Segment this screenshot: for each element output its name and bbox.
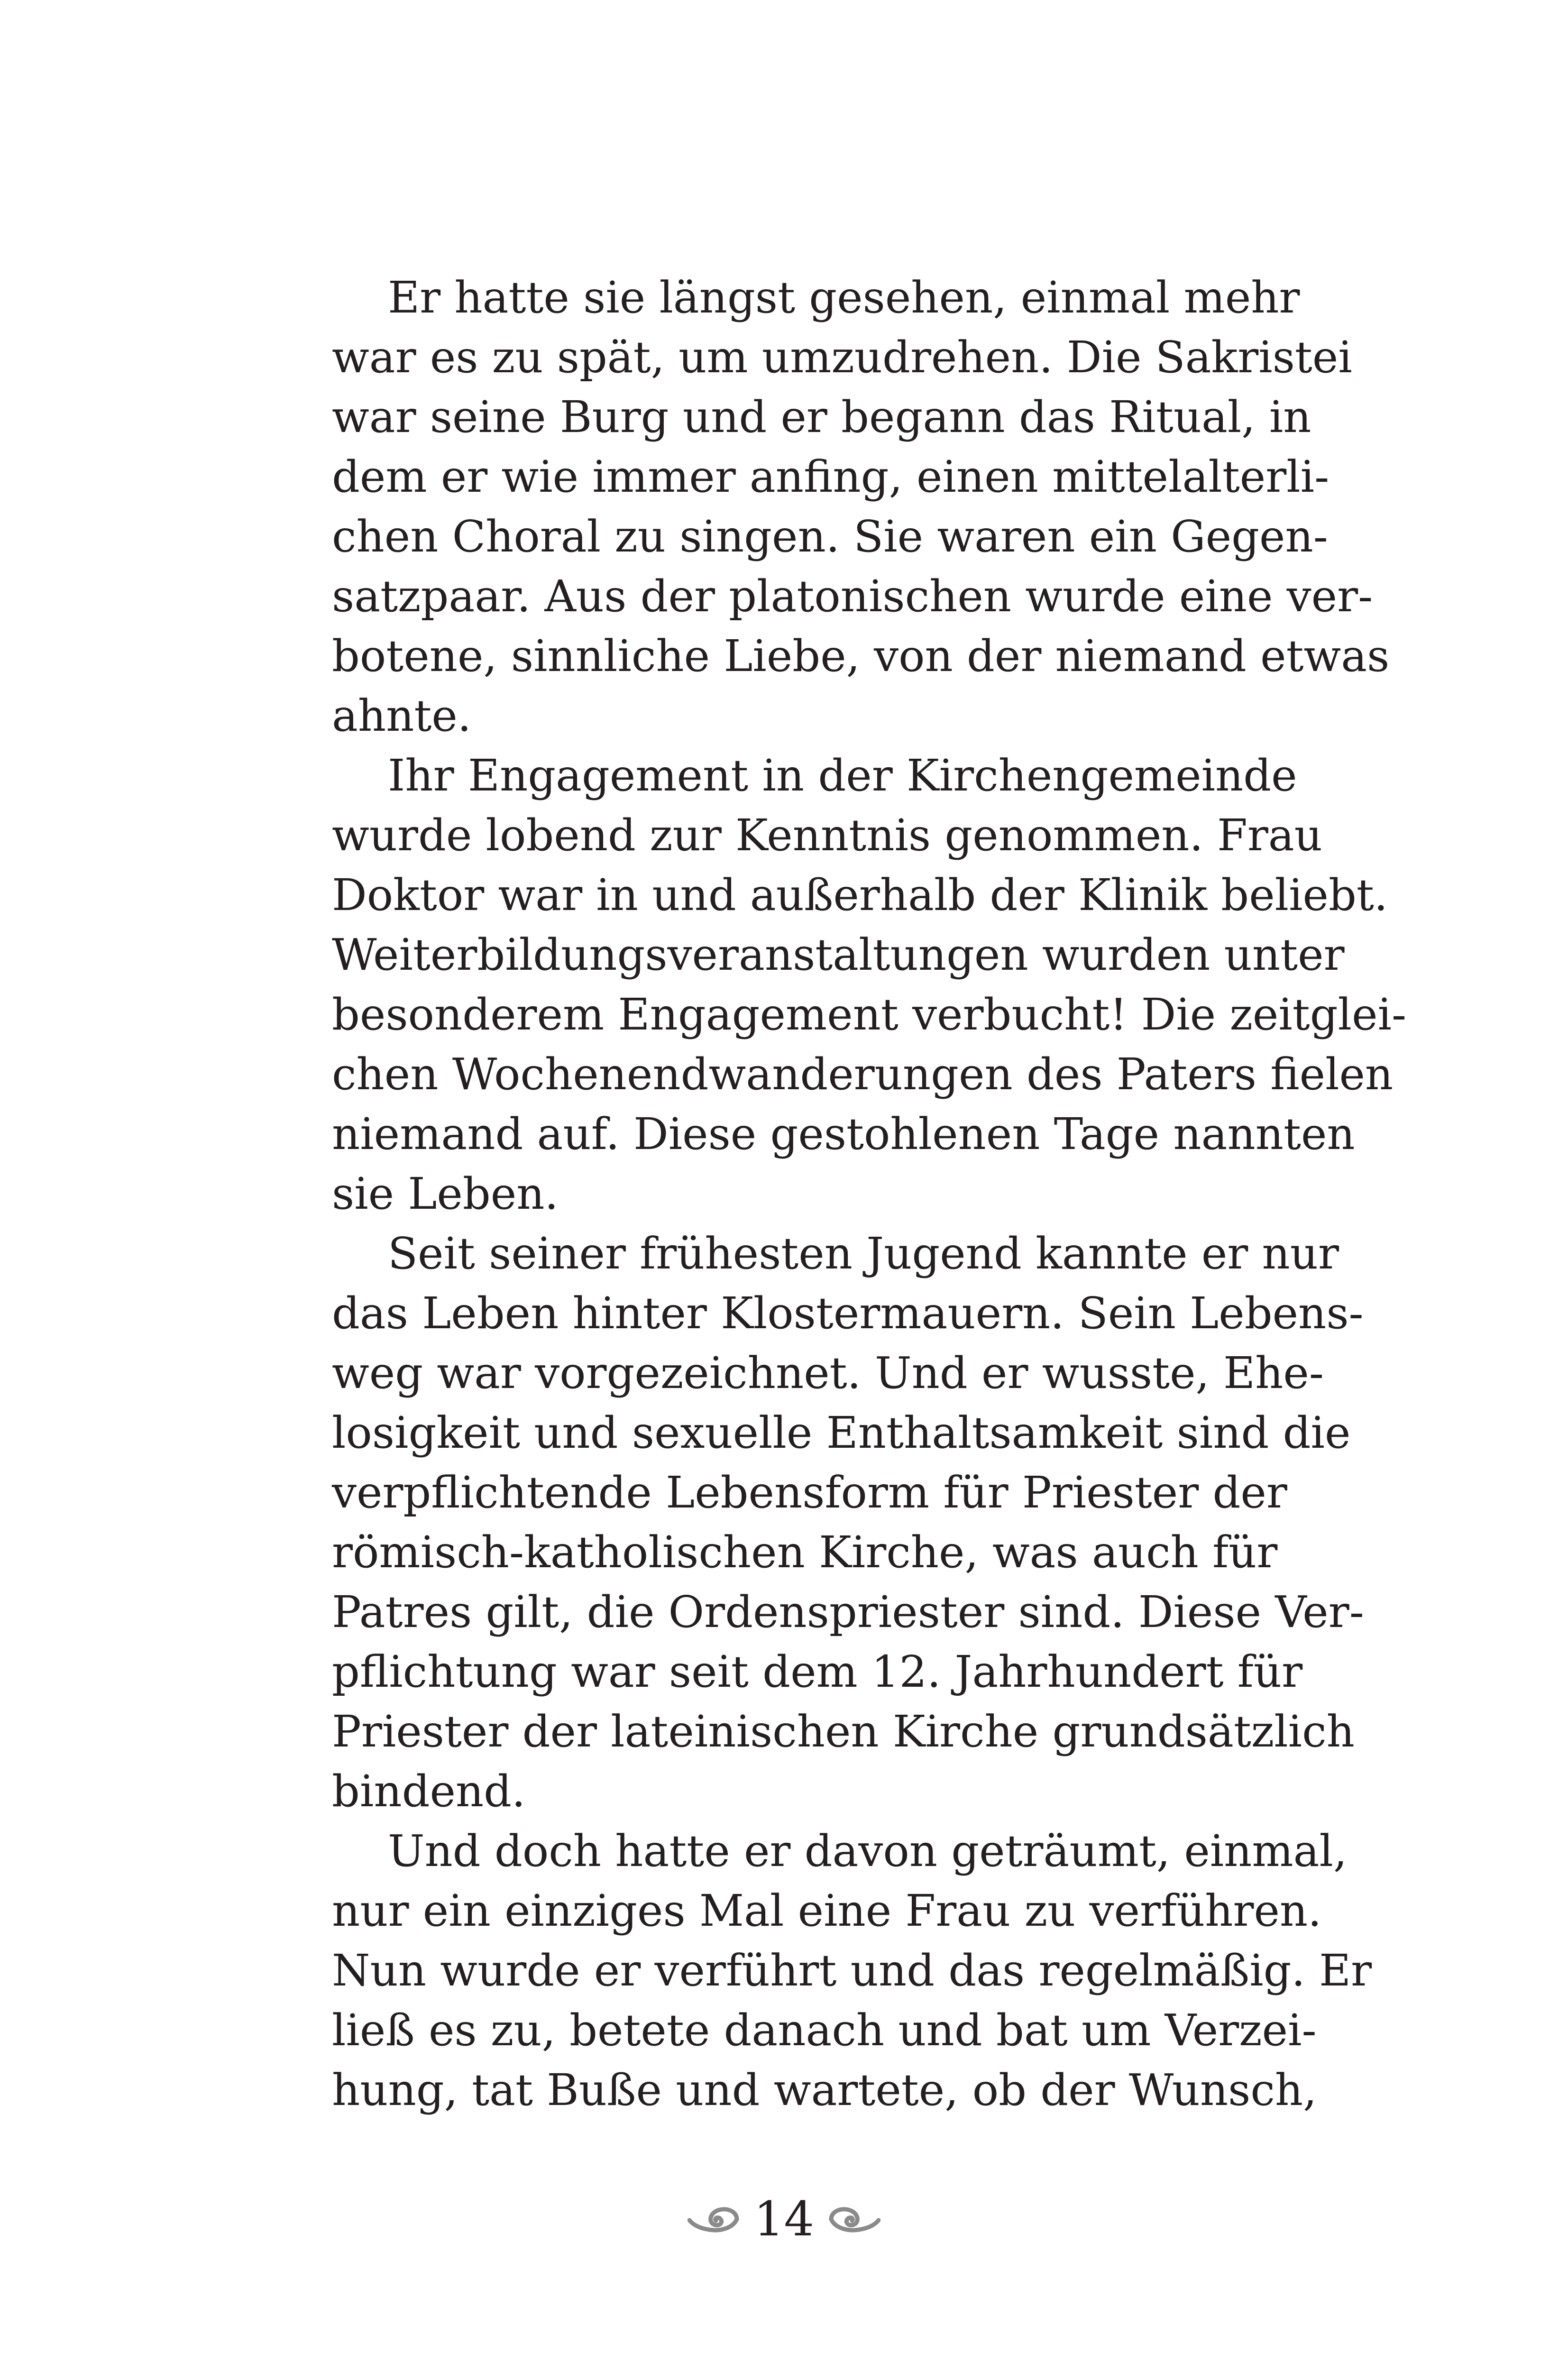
text-line: Seit seiner frühesten Jugend kannte er nur [388, 1228, 1339, 1279]
text-line: bindend. [332, 1766, 526, 1817]
text-line: Nun wurde er verführt und das regelmäßig. Er [332, 1945, 1372, 1996]
text-line: war es zu spät, um umzudrehen. Die Sakristei [332, 332, 1352, 383]
paragraph [332, 268, 1390, 746]
paragraph [332, 1821, 1372, 2120]
paragraph [332, 1224, 1364, 1821]
text-line: wurde lobend zur Kenntnis genommen. Frau [332, 810, 1322, 861]
page-footer [0, 2191, 1568, 2248]
text-line: weg war vorgezeichnet. Und er wusste, Ehe- [332, 1348, 1324, 1398]
text-line: war seine Burg und er begann das Ritual, in [332, 392, 1311, 442]
text-line: sie Leben. [332, 1168, 559, 1219]
paragraph [332, 746, 1407, 1224]
text-line: chen Choral zu singen. Sie waren ein Gegen- [332, 511, 1328, 562]
text-line: verpflichtende Lebensform für Priester der [332, 1467, 1287, 1518]
text-line: botene, sinnliche Liebe, von der niemand etwas [332, 631, 1390, 681]
text-line: römisch-katholischen Kirche, was auch für [332, 1527, 1278, 1578]
text-line: pflichtung war seit dem 12. Jahrhundert für [332, 1646, 1303, 1697]
text-line: hung, tat Buße und wartete, ob der Wunsch, [332, 2065, 1317, 2115]
text-line: Und doch hatte er davon geträumt, einmal, [388, 1826, 1348, 1876]
text-line: dem er wie immer anfing, einen mittelalterli- [332, 451, 1330, 502]
text-line: niemand auf. Diese gestohlenen Tage nannten [332, 1109, 1355, 1159]
body-text [332, 268, 1407, 2120]
text-line: Ihr Engagement in der Kirchengemeinde [388, 750, 1297, 801]
text-line: nur ein einziges Mal eine Frau zu verführen. [332, 1885, 1322, 1936]
text-line: Patres gilt, die Ordenspriester sind. Diese Ver- [332, 1587, 1364, 1637]
text-line: ließ es zu, betete danach und bat um Verzei- [332, 2005, 1317, 2056]
text-line: das Leben hinter Klostermauern. Sein Lebens- [332, 1288, 1364, 1339]
swirl-right-icon [828, 2204, 880, 2234]
text-line: Priester der lateinischen Kirche grundsätzlich [332, 1706, 1355, 1757]
text-line: satzpaar. Aus der platonischen wurde eine ver- [332, 571, 1373, 622]
text-line: Er hatte sie längst gesehen, einmal mehr [388, 272, 1300, 323]
text-line: chen Wochenendwanderungen des Paters fielen [332, 1049, 1394, 1100]
text-line: Weiterbildungsveranstaltungen wurden unter [332, 929, 1345, 980]
text-line: Doktor war in und außerhalb der Klinik beliebt. [332, 870, 1388, 920]
swirl-left-icon [688, 2204, 740, 2234]
text-line: losigkeit und sexuelle Enthaltsamkeit sind die [332, 1407, 1351, 1458]
text-line: ahnte. [332, 690, 472, 741]
page-number: 14 [753, 2191, 815, 2247]
text-line: besonderem Engagement verbucht! Die zeitglei- [332, 989, 1407, 1040]
